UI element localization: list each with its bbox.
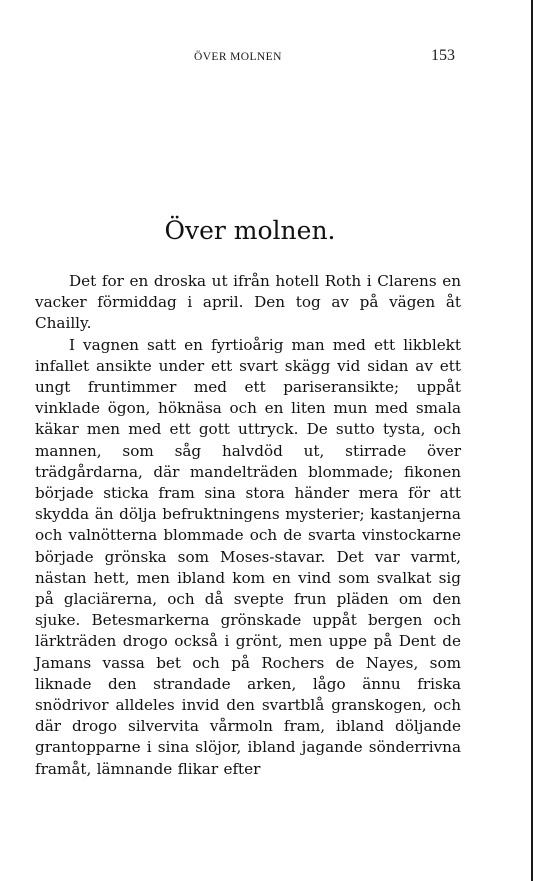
body-text xyxy=(35,271,461,780)
chapter-title: Över molnen. xyxy=(164,216,336,245)
paragraph: Det for en droska ut ifrån hotell Roth i Clarens en vacker förmiddag i april. Den tog av på vägen åt Chailly. xyxy=(35,272,461,333)
running-head: ÖVER MOLNEN xyxy=(194,51,282,63)
paragraph: I vagnen satt en fyrtioårig man med ett likblekt infallet ansikte under ett svart skägg vid sidan av ett ungt fruntimmer med ett pariseransikte; uppåt vinklade ögon, höknäsa och en liten mun med smala käkar men med ett gott uttryck. De sutto tysta, och mannen, som såg halvdöd ut, stirrade över trädgårdarna, där mandelträden blommade; fikonen började sticka fram sina stora händer mera för att skydda än dölja befruktningens mysterier; kastanjerna och valnötterna blommade och de svarta vinstockarne började grönska som Moses-stavar. Det var varmt, nästan hett, men ibland kom en vind som svalkat sig på glaciärerna, och då svepte frun pläden om den sjuke. Betesmarkerna grönskade uppåt bergen och lärkträden drogo också i grönt, men uppe på Dent de Jamans vassa bet och på Rochers de Nayes, som liknade den strandade arken, lågo ännu friska snödrivor alldeles invid den svartblå granskogen, och där drogo silvervita vårmoln fram, ibland döljande grantopparne i sina slöjor, ibland jagande sönderrivna framåt, lämnande flikar efter xyxy=(35,335,461,778)
page-edge-line xyxy=(531,0,533,881)
page-number: 153 xyxy=(431,47,455,64)
